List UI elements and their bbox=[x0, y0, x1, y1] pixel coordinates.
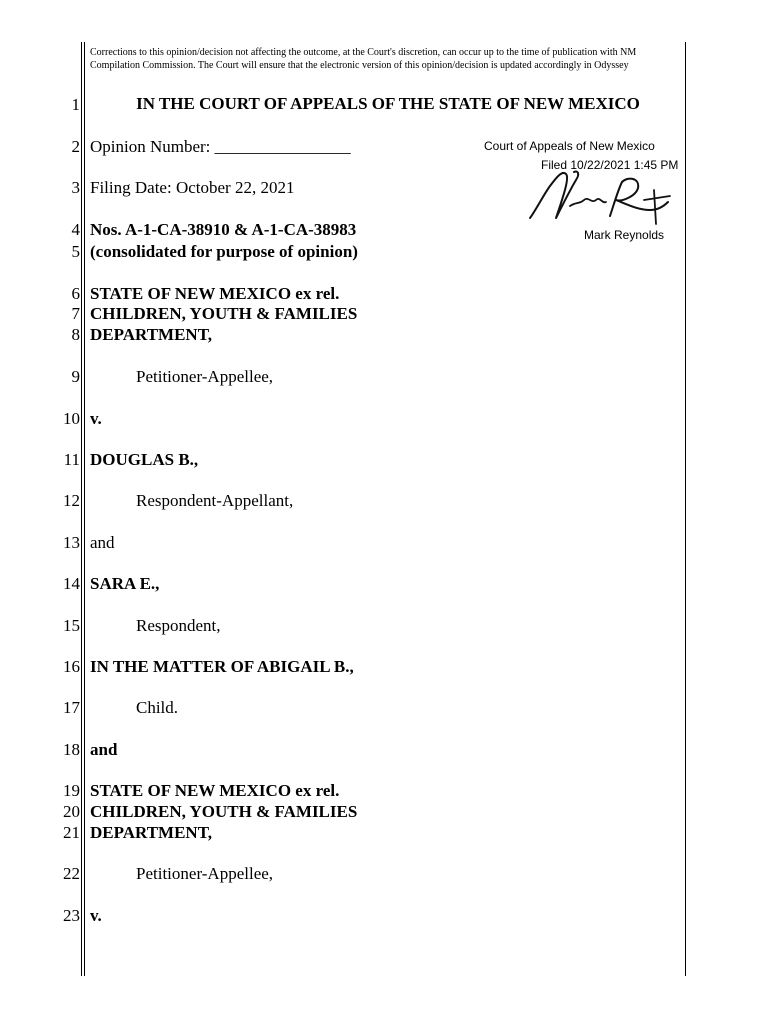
line-number: 10 bbox=[63, 409, 80, 428]
line-number: 19 bbox=[63, 781, 80, 800]
party-role: Respondent, bbox=[136, 616, 221, 635]
party-name: DOUGLAS B., bbox=[90, 450, 199, 469]
party-name: DEPARTMENT, bbox=[90, 823, 213, 842]
line-number: 11 bbox=[63, 450, 80, 469]
party-name: CHILDREN, YOUTH & FAMILIES bbox=[90, 304, 358, 323]
court-title: IN THE COURT OF APPEALS OF THE STATE OF NEW MEXICO bbox=[136, 94, 640, 113]
party-role: Petitioner-Appellee, bbox=[136, 864, 274, 883]
stamp-filed-date: Filed 10/22/2021 1:45 PM bbox=[541, 158, 679, 172]
line-number: 17 bbox=[63, 698, 80, 717]
line-number: 21 bbox=[63, 823, 80, 842]
line-number: 13 bbox=[63, 533, 80, 552]
line-number: 5 bbox=[71, 242, 80, 261]
consolidated-note: (consolidated for purpose of opinion) bbox=[90, 242, 358, 261]
party-name: CHILDREN, YOUTH & FAMILIES bbox=[90, 802, 358, 821]
line-number: 2 bbox=[71, 137, 80, 156]
line-number: 18 bbox=[63, 740, 80, 759]
versus: v. bbox=[90, 409, 102, 428]
stamp-signer-name: Mark Reynolds bbox=[584, 228, 665, 242]
party-name: SARA E., bbox=[90, 574, 160, 593]
party-name: STATE OF NEW MEXICO ex rel. bbox=[90, 781, 340, 800]
line-number: 14 bbox=[63, 574, 80, 593]
line-number: 15 bbox=[63, 616, 80, 635]
signature-image bbox=[526, 160, 672, 228]
line-number: 12 bbox=[63, 491, 80, 510]
left-margin-rule bbox=[81, 42, 82, 976]
line-number: 1 bbox=[71, 95, 80, 114]
line-number: 7 bbox=[71, 304, 80, 323]
line-number: 6 bbox=[71, 284, 80, 303]
line-number: 8 bbox=[71, 325, 80, 344]
case-numbers: Nos. A-1-CA-38910 & A-1-CA-38983 bbox=[90, 220, 357, 239]
filing-date: Filing Date: October 22, 2021 bbox=[90, 178, 295, 197]
stamp-court-name: Court of Appeals of New Mexico bbox=[484, 139, 655, 153]
party-name: DEPARTMENT, bbox=[90, 325, 213, 344]
line-number: 20 bbox=[63, 802, 80, 821]
line-number: 3 bbox=[71, 178, 80, 197]
party-role: Respondent-Appellant, bbox=[136, 491, 294, 510]
party-name: IN THE MATTER OF ABIGAIL B., bbox=[90, 657, 354, 676]
versus: v. bbox=[90, 906, 102, 925]
party-name: STATE OF NEW MEXICO ex rel. bbox=[90, 284, 340, 303]
line-number: 23 bbox=[63, 906, 80, 925]
line-number: 4 bbox=[71, 220, 80, 239]
line-number: 22 bbox=[63, 864, 80, 883]
conjunction: and bbox=[90, 740, 118, 759]
line-number: 16 bbox=[63, 657, 80, 676]
left-margin-rule-inner bbox=[84, 42, 85, 976]
party-role: Petitioner-Appellee, bbox=[136, 367, 274, 386]
conjunction: and bbox=[90, 533, 115, 552]
corrections-notice: Corrections to this opinion/decision not affecting the outcome, at the Court's discretion, can occur up to the time of publication with NM Compilation Commission. The Court will ensure that the electronic version of this opinion/decision is updated accordingly in Odyssey bbox=[90, 47, 637, 71]
right-margin-rule bbox=[685, 42, 686, 976]
party-role: Child. bbox=[136, 698, 179, 717]
opinion-number: Opinion Number: ________________ bbox=[90, 137, 351, 156]
line-number: 9 bbox=[71, 367, 80, 386]
